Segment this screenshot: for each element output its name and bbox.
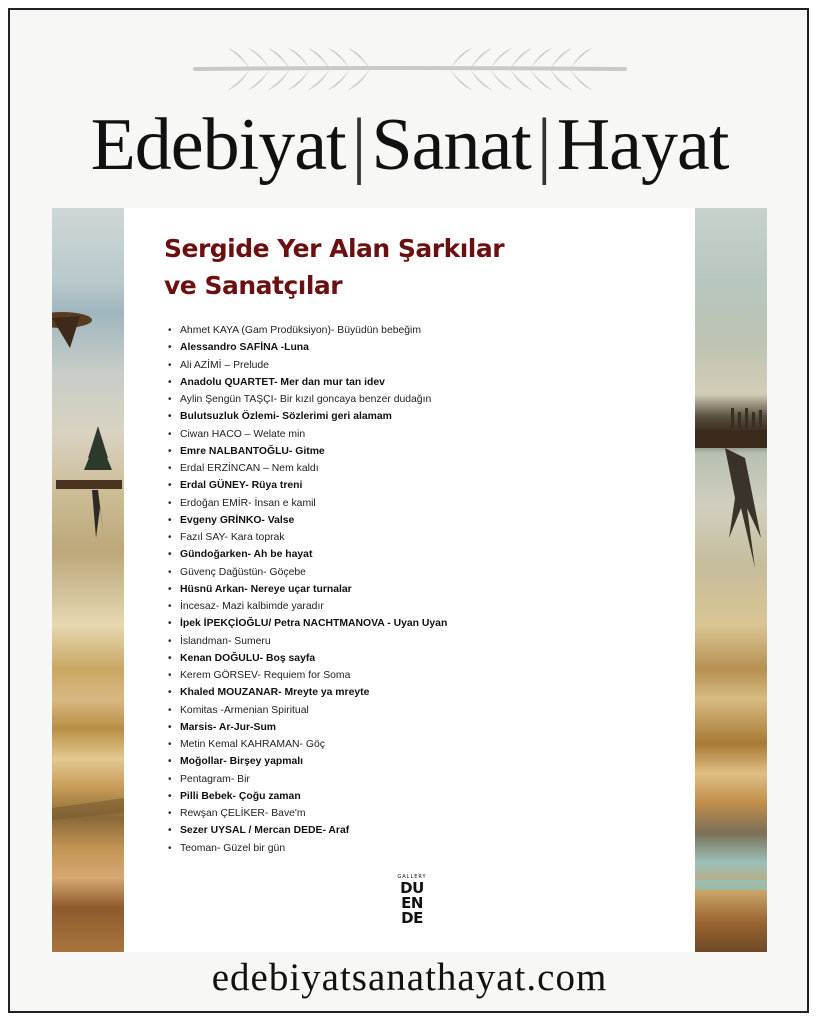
list-item: • İpek İPEKÇİOĞLU/ Petra NACHTMANOVA - Uyan Uyan	[166, 615, 447, 632]
list-item: • Sezer UYSAL / Mercan DEDE- Araf	[166, 822, 447, 839]
song-list-panel	[124, 208, 695, 952]
list-item: • Pentagram- Bir	[166, 771, 447, 788]
list-item: • Kenan DOĞULU- Boş sayfa	[166, 650, 447, 667]
logo-line-2: EN	[401, 894, 423, 912]
list-item: • Anadolu QUARTET- Mer dan mur tan idev	[166, 374, 447, 391]
list-item: • Bulutsuzluk Özlemi- Sözlerimi geri alamam	[166, 408, 447, 425]
list-item: • Ciwan HACO – Welate min	[166, 426, 447, 443]
list-item: • Alessandro SAFİNA -Luna	[166, 339, 447, 356]
list-item: • Hüsnü Arkan- Nereye uçar turnalar	[166, 581, 447, 598]
list-item: • Marsis- Ar-Jur-Sum	[166, 719, 447, 736]
list-item: • Erdoğan EMİR- İnsan e kamil	[166, 495, 447, 512]
list-item: • Fazıl SAY- Kara toprak	[166, 529, 447, 546]
list-item: • İncesaz- Mazi kalbimde yaradır	[166, 598, 447, 615]
laurel-branch-icon	[190, 44, 630, 94]
website-url[interactable]: edebiyatsanathayat.com	[211, 956, 608, 999]
floating-island-people-image	[695, 208, 767, 952]
masthead-separator: |	[536, 104, 551, 186]
list-item: • Aylin Şengün TAŞÇI- Bir kızıl goncaya benzer dudağın	[166, 391, 447, 408]
masthead-word-edebiyat: Edebiyat	[90, 104, 346, 186]
list-item: • Emre NALBANTOĞLU- Gitme	[166, 443, 447, 460]
masthead-word-sanat: Sanat	[371, 104, 531, 186]
list-item: • Komitas -Armenian Spiritual	[166, 702, 447, 719]
list-item: • Gündoğarken- Ah be hayat	[166, 546, 447, 563]
list-item: • Güvenç Dağüstün- Göçebe	[166, 564, 447, 581]
list-item: • Evgeny GRİNKO- Valse	[166, 512, 447, 529]
logo-gallery-label: GALLERY	[397, 874, 427, 880]
list-item: • Ahmet KAYA (Gam Prodüksiyon)- Büyüdün bebeğim	[166, 322, 447, 339]
painting-strip-left	[52, 208, 124, 952]
list-item: • Moğollar- Birşey yapmalı	[166, 753, 447, 770]
logo-line-1: DU	[400, 879, 424, 897]
song-list	[166, 322, 447, 857]
masthead-title	[0, 104, 819, 186]
list-item: • Kerem GÖRSEV- Requiem for Soma	[166, 667, 447, 684]
masthead-separator: |	[351, 104, 366, 186]
list-item: • Erdal ERZİNCAN – Nem kaldı	[166, 460, 447, 477]
painting-strip-right	[695, 208, 767, 952]
floating-island-tree-image	[52, 208, 124, 952]
list-item: • Teoman- Güzel bir gün	[166, 840, 447, 857]
list-item: • İslandman- Sumeru	[166, 633, 447, 650]
list-item: • Ali AZİMİ – Prelude	[166, 357, 447, 374]
masthead-word-hayat: Hayat	[556, 104, 729, 186]
heading-line-2: ve Sanatçılar	[164, 271, 343, 300]
list-item: • Rewşan ÇELİKER- Bave'm	[166, 805, 447, 822]
list-item: • Metin Kemal KAHRAMAN- Göç	[166, 736, 447, 753]
list-item: • Erdal GÜNEY- Rüya treni	[166, 477, 447, 494]
heading-line-1: Sergide Yer Alan Şarkılar	[164, 234, 505, 263]
section-heading	[164, 230, 504, 304]
logo-line-3: DE	[401, 909, 423, 927]
list-item: • Pilli Bebek- Çoğu zaman	[166, 788, 447, 805]
list-item: • Khaled MOUZANAR- Mreyte ya mreyte	[166, 684, 447, 701]
gallery-duende-logo	[393, 874, 431, 926]
